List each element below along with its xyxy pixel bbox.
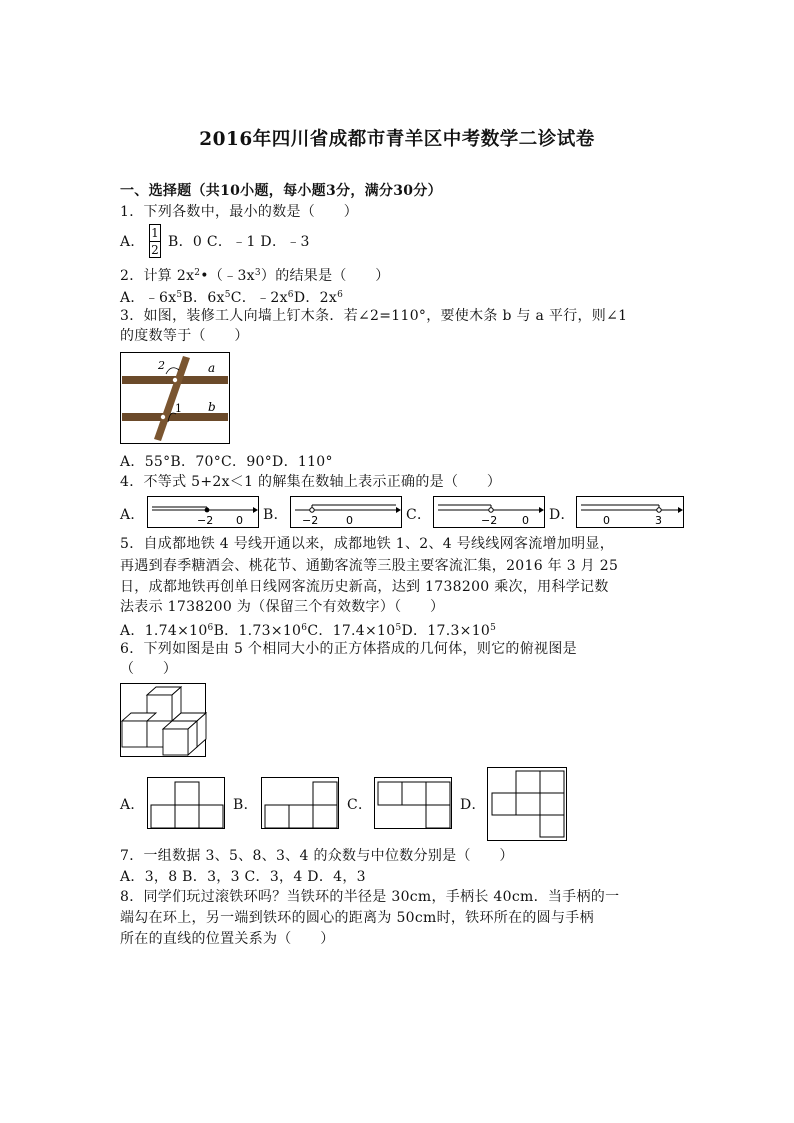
q6-option-d-view bbox=[487, 767, 567, 841]
q2-opt-a-exp: 5 bbox=[176, 290, 183, 300]
tick-neg2: −2 bbox=[302, 514, 319, 527]
q2-opt-c: C．﹣2x bbox=[230, 290, 288, 306]
q2-options bbox=[120, 285, 343, 308]
q2-opt-b: B．6x bbox=[182, 290, 225, 306]
page-title: 2016年四川省成都市青羊区中考数学二诊试卷 bbox=[199, 129, 595, 150]
label-angle-2: 2 bbox=[158, 359, 165, 372]
tick-three: 3 bbox=[655, 514, 662, 527]
q5-opt-a-exp: 6 bbox=[207, 623, 214, 633]
q5-line1: 5．自成都地铁 4 号线开通以来，成都地铁 1、2、4 号线线网客流增加明显， bbox=[120, 536, 615, 552]
q4-label-c: C． bbox=[406, 507, 432, 523]
q5-line3: 日，成都地铁再创单日线网客流历史新高，达到 1738200 乘次，用科学记数 bbox=[120, 579, 609, 595]
label-a: a bbox=[208, 361, 216, 375]
q2-stem-pre: 2．计算 2x bbox=[120, 268, 195, 284]
q6-option-a-view bbox=[147, 777, 225, 829]
q5-opt-b-exp: 6 bbox=[301, 623, 308, 633]
q6-cubes-figure bbox=[120, 683, 206, 757]
q6-label-b: B． bbox=[233, 797, 258, 813]
label-angle-1: 1 bbox=[175, 402, 182, 415]
q2-opt-a: A．﹣6x bbox=[120, 290, 177, 306]
fraction-denominator: 2 bbox=[151, 243, 159, 257]
section-heading: 一、选择题（共10小题，每小题3分，满分30分） bbox=[120, 183, 442, 199]
q8-line3: 所在的直线的位置关系为（ ） bbox=[120, 931, 335, 947]
tick-zero: 0 bbox=[522, 514, 529, 527]
q6-label-a: A． bbox=[120, 797, 145, 813]
q3-nail-figure bbox=[120, 352, 230, 444]
label-b: b bbox=[208, 400, 216, 414]
tick-neg2: −2 bbox=[197, 514, 214, 527]
q6-label-d: D． bbox=[460, 797, 486, 813]
nail-top bbox=[173, 378, 177, 382]
q2-opt-d: D．2x bbox=[293, 290, 338, 306]
q2-stem-mid: •（﹣3x bbox=[200, 268, 255, 284]
q7-stem: 7．一组数据 3、5、8、3、4 的众数与中位数分别是（ ） bbox=[120, 848, 514, 864]
q8-line1: 8．同学们玩过滚铁环吗？当铁环的半径是 30cm，手柄长 40cm．当手柄的一 bbox=[120, 889, 620, 905]
q8-line2: 端勾在环上，另一端到铁环的圆心的距离为 50cm时，铁环所在的圆与手柄 bbox=[120, 910, 594, 926]
tick-zero: 0 bbox=[603, 514, 610, 527]
q4-numberline-a bbox=[147, 496, 259, 528]
q5-opt-d-exp: 5 bbox=[490, 623, 497, 633]
q1-fraction-box bbox=[149, 224, 161, 258]
fraction-numerator: 1 bbox=[151, 226, 159, 240]
q5-opt-c: C．17.4×10 bbox=[307, 623, 396, 639]
q7-options: A．3，8 B．3，3 C．3，4 D．4，3 bbox=[120, 869, 366, 885]
q5-opt-a: A．1.74×10 bbox=[120, 623, 208, 639]
q2-exp1: 2 bbox=[194, 268, 201, 278]
q3-stem-line1: 3．如图，装修工人向墙上钉木条．若∠2=110°，要使木条 b 与 a 平行，则∠1 bbox=[120, 308, 628, 324]
q4-numberline-d bbox=[576, 496, 684, 528]
q6-line1: 6．下列如图是由 5 个相同大小的正方体搭成的几何体，则它的俯视图是 bbox=[120, 641, 577, 657]
q6-option-c-view bbox=[374, 777, 452, 829]
tick-zero: 0 bbox=[346, 514, 353, 527]
q4-numberline-c bbox=[433, 496, 545, 528]
q3-stem-line2: 的度数等于（ ） bbox=[120, 328, 249, 344]
q5-opt-d: D．17.3×10 bbox=[401, 623, 491, 639]
q4-numberline-b bbox=[290, 496, 402, 528]
q2-stem-post: ）的结果是（ ） bbox=[260, 268, 390, 284]
q3-options: A．55°B．70°C．90°D．110° bbox=[120, 454, 333, 470]
q5-line4: 法表示 1738200 为（保留三个有效数字）（ ） bbox=[120, 599, 445, 615]
q2-stem bbox=[120, 263, 390, 286]
q6-option-b-view bbox=[261, 777, 339, 829]
q2-exp2: 3 bbox=[254, 268, 261, 278]
q4-label-a: A． bbox=[120, 507, 145, 523]
q1-option-a-label: A． bbox=[120, 234, 145, 250]
q1-options-rest: B．0 C．﹣1 D．﹣3 bbox=[168, 234, 310, 250]
q2-opt-c-exp: 6 bbox=[287, 290, 294, 300]
q2-opt-b-exp: 5 bbox=[224, 290, 231, 300]
q6-line2: （ ） bbox=[120, 661, 178, 677]
tick-zero: 0 bbox=[236, 514, 243, 527]
q1-stem: 1．下列各数中，最小的数是（ ） bbox=[120, 204, 359, 220]
q4-stem: 4．不等式 5+2x＜1 的解集在数轴上表示正确的是（ ） bbox=[120, 474, 502, 490]
q2-opt-d-exp: 6 bbox=[337, 290, 344, 300]
q6-label-c: C． bbox=[347, 797, 373, 813]
q5-opt-c-exp: 5 bbox=[395, 623, 402, 633]
q4-label-b: B． bbox=[263, 507, 288, 523]
q5-opt-b: B．1.73×10 bbox=[213, 623, 302, 639]
q5-line2: 再遇到春季糖酒会、桃花节、通勤客流等三股主要客流汇集，2016 年 3 月 25 bbox=[120, 558, 619, 574]
tick-neg2: −2 bbox=[481, 514, 498, 527]
nail-bottom bbox=[161, 415, 165, 419]
q4-label-d: D． bbox=[549, 507, 575, 523]
q5-options bbox=[120, 618, 496, 641]
